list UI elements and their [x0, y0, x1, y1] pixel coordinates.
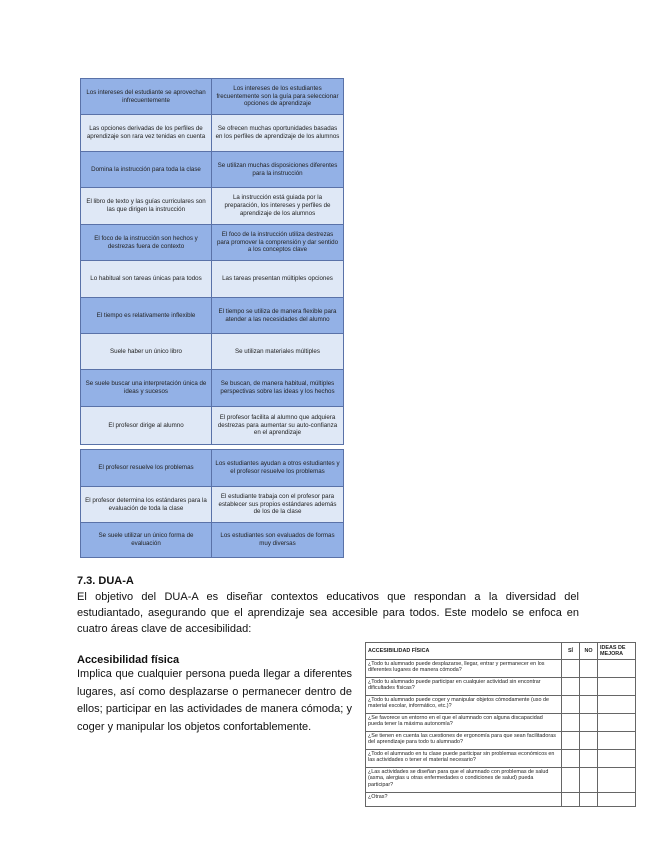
- ideas-cell[interactable]: [598, 750, 636, 768]
- table-cell-differentiated: Los intereses de los estudiantes frecuentemente son la guía para seleccionar opciones de aprendizaje: [212, 79, 344, 115]
- ideas-cell[interactable]: [598, 678, 636, 696]
- table-cell-differentiated: Las tareas presentan múltiples opciones: [212, 261, 344, 298]
- table-row: [366, 793, 636, 807]
- table-cell-differentiated: Se utilizan muchas disposiciones diferentes para la instrucción: [212, 152, 344, 188]
- si-cell[interactable]: [562, 793, 580, 807]
- table-row: [81, 225, 344, 261]
- table-cell-traditional: Se suele buscar una interpretación única de ideas y sucesos: [81, 370, 212, 407]
- table-row: [366, 714, 636, 732]
- no-cell[interactable]: [580, 768, 598, 793]
- table-cell-traditional: El foco de la instrucción son hechos y destrezas fuera de contexto: [81, 225, 212, 261]
- no-cell[interactable]: [580, 793, 598, 807]
- table-row: [81, 487, 344, 523]
- table-cell-traditional: Los intereses del estudiante se aprovechan infrecuentemente: [81, 79, 212, 115]
- table-row: [81, 523, 344, 558]
- header-accesibilidad: ACCESIBILIDAD FÍSICA: [366, 643, 562, 660]
- table-row: [81, 261, 344, 298]
- no-cell[interactable]: [580, 714, 598, 732]
- ideas-cell[interactable]: [598, 696, 636, 714]
- accessibility-checklist-table: [365, 642, 636, 807]
- table-cell-differentiated: Los estudiantes son evaluados de formas muy diversas: [212, 523, 344, 558]
- si-cell[interactable]: [562, 732, 580, 750]
- table-cell-differentiated: El tiempo se utiliza de manera flexible para atender a las necesidades del alumno: [212, 298, 344, 334]
- si-cell[interactable]: [562, 750, 580, 768]
- table-cell-traditional: Se suele utilizar un único forma de evaluación: [81, 523, 212, 558]
- si-cell[interactable]: [562, 714, 580, 732]
- table-cell-traditional: El profesor resuelve los problemas: [81, 450, 212, 487]
- table-cell-differentiated: El estudiante trabaja con el profesor para establecer sus propios estándares además de los de la clase: [212, 487, 344, 523]
- no-cell[interactable]: [580, 732, 598, 750]
- si-cell[interactable]: [562, 660, 580, 678]
- table-row: [366, 768, 636, 793]
- no-cell[interactable]: [580, 696, 598, 714]
- table-row: [81, 450, 344, 487]
- table-cell-differentiated: Se utilizan materiales múltiples: [212, 334, 344, 370]
- ideas-cell[interactable]: [598, 660, 636, 678]
- question-cell: ¿Todo tu alumnado puede participar en cualquier actividad sin encontrar dificultades físicas?: [366, 678, 562, 696]
- question-cell: ¿Todo tu alumnado puede coger y manipular objetos cómodamente (uso de material escolar, informático, etc.)?: [366, 696, 562, 714]
- si-cell[interactable]: [562, 678, 580, 696]
- section-paragraph: El objetivo del DUA-A es diseñar contextos educativos que respondan a la diversidad del estudiantado, asegurando que el aprendizaje sea accesible para todos. Este modelo se enfoca en cuatro áreas clave de accesibilidad:: [77, 591, 579, 635]
- table-row: [81, 79, 344, 115]
- question-cell: ¿Todo el alumnado en tu clase puede participar sin problemas económicos en las actividades o tener el material necesario?: [366, 750, 562, 768]
- table-cell-traditional: Lo habitual son tareas únicas para todos: [81, 261, 212, 298]
- table-cell-traditional: El profesor dirige al alumno: [81, 407, 212, 445]
- no-cell[interactable]: [580, 678, 598, 696]
- table-cell-traditional: Domina la instrucción para toda la clase: [81, 152, 212, 188]
- section-heading: 7.3. DUA-A: [77, 575, 134, 587]
- subsection-paragraph: Implica que cualquier persona pueda llegar a diferentes lugares, así como desplazarse o permanecer dentro de ellos; participar en las actividades de manera cómoda; y coger y manipular los objetos confortablemente.: [77, 668, 352, 733]
- header-no: NO: [580, 643, 598, 660]
- table-cell-differentiated: El foco de la instrucción utiliza destrezas para promover la comprensión y dar sentido a los conceptos clave: [212, 225, 344, 261]
- question-cell: ¿Se favorece un entorno en el que el alumnado con alguna discapacidad pueda tener la máxima autonomía?: [366, 714, 562, 732]
- table-row: [81, 152, 344, 188]
- header-ideas-de-mejora: IDEAS DE MEJORA: [598, 643, 636, 660]
- table-row: [81, 370, 344, 407]
- table-row: [81, 298, 344, 334]
- si-cell[interactable]: [562, 696, 580, 714]
- ideas-cell[interactable]: [598, 714, 636, 732]
- question-cell: ¿Otras?: [366, 793, 562, 807]
- comparison-table-1: [80, 78, 344, 445]
- comparison-table-2: [80, 449, 344, 558]
- table-cell-traditional: El tiempo es relativamente inflexible: [81, 298, 212, 334]
- table-row: [366, 660, 636, 678]
- ideas-cell[interactable]: [598, 793, 636, 807]
- no-cell[interactable]: [580, 750, 598, 768]
- question-cell: ¿Todo tu alumnado puede desplazarse, llegar, entrar y permanecer en los diferentes lugares de manera cómoda?: [366, 660, 562, 678]
- table-row: [81, 334, 344, 370]
- subsection-heading: Accesibilidad física: [77, 654, 180, 666]
- table-cell-differentiated: El profesor facilita al alumno que adquiera destrezas para aumentar su auto-confianza en el aprendizaje: [212, 407, 344, 445]
- ideas-cell[interactable]: [598, 768, 636, 793]
- table-row: [366, 678, 636, 696]
- table-cell-differentiated: Se buscan, de manera habitual, múltiples perspectivas sobre las ideas y los hechos: [212, 370, 344, 407]
- table-header-row: [366, 643, 636, 660]
- table-row: [366, 696, 636, 714]
- table-cell-traditional: El profesor determina los estándares para la evaluación de toda la clase: [81, 487, 212, 523]
- table-row: [81, 188, 344, 225]
- table-row: [81, 115, 344, 152]
- table-cell-traditional: Suele haber un único libro: [81, 334, 212, 370]
- table-row: [366, 732, 636, 750]
- header-si: SÍ: [562, 643, 580, 660]
- no-cell[interactable]: [580, 660, 598, 678]
- ideas-cell[interactable]: [598, 732, 636, 750]
- question-cell: ¿Se tienen en cuenta las cuestiones de ergonomía para que sean facilitadoras del aprendizaje para todo tu alumnado?: [366, 732, 562, 750]
- table-cell-differentiated: Se ofrecen muchas oportunidades basadas en los perfiles de aprendizaje de los alumnos: [212, 115, 344, 152]
- table-row: [81, 407, 344, 445]
- table-cell-differentiated: La instrucción está guiada por la preparación, los intereses y perfiles de aprendizaje de los alumnos: [212, 188, 344, 225]
- question-cell: ¿Las actividades se diseñan para que el alumnado con problemas de salud (asma, alergias u otras enfermedades o condiciones de salud) pueda participar?: [366, 768, 562, 793]
- si-cell[interactable]: [562, 768, 580, 793]
- table-cell-traditional: Las opciones derivadas de los perfiles de aprendizaje son rara vez tenidas en cuenta: [81, 115, 212, 152]
- table-cell-traditional: El libro de texto y las guías curriculares son las que dirigen la instrucción: [81, 188, 212, 225]
- table-row: [366, 750, 636, 768]
- table-cell-differentiated: Los estudiantes ayudan a otros estudiantes y el profesor resuelve los problemas: [212, 450, 344, 487]
